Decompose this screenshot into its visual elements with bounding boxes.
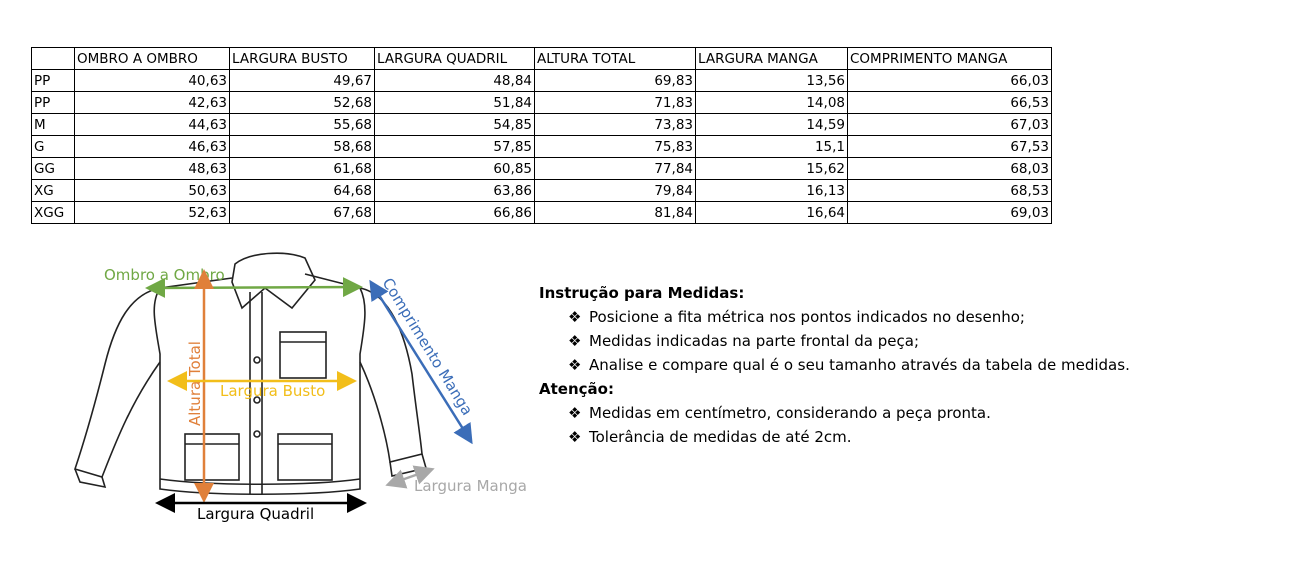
value-cell: 15,1 (696, 136, 848, 158)
header-largura-quadril: LARGURA QUADRIL (375, 48, 535, 70)
jacket-lower-right-pocket (278, 434, 332, 480)
size-cell: G (32, 136, 75, 158)
value-cell: 55,68 (230, 114, 375, 136)
jacket-lower-left-pocket (185, 434, 239, 480)
jacket-left-cuff (75, 469, 105, 487)
value-cell: 63,86 (375, 180, 535, 202)
list-item-text: Tolerância de medidas de até 2cm. (589, 428, 852, 446)
size-cell: PP (32, 92, 75, 114)
value-cell: 69,83 (535, 70, 696, 92)
value-cell: 61,68 (230, 158, 375, 180)
value-cell: 52,68 (230, 92, 375, 114)
largura-quadril-label: Largura Quadril (197, 505, 315, 523)
value-cell: 68,53 (848, 180, 1052, 202)
altura-total-label: Altura Total (186, 341, 204, 426)
value-cell: 52,63 (75, 202, 230, 224)
list-item-text: Posicione a fita métrica nos pontos indicados no desenho; (589, 308, 1025, 326)
value-cell: 58,68 (230, 136, 375, 158)
size-cell: M (32, 114, 75, 136)
diamond-bullet-icon: ❖ (568, 308, 582, 326)
jacket-measurement-diagram (60, 244, 540, 524)
value-cell: 60,85 (375, 158, 535, 180)
value-cell: 13,56 (696, 70, 848, 92)
size-cell: XG (32, 180, 75, 202)
table-row (32, 158, 1052, 180)
value-cell: 81,84 (535, 202, 696, 224)
list-item-text: Medidas em centímetro, considerando a peça pronta. (589, 404, 991, 422)
value-cell: 69,03 (848, 202, 1052, 224)
value-cell: 48,84 (375, 70, 535, 92)
value-cell: 15,62 (696, 158, 848, 180)
jacket-collar (232, 253, 315, 308)
size-cell: GG (32, 158, 75, 180)
size-cell: PP (32, 70, 75, 92)
value-cell: 66,86 (375, 202, 535, 224)
diamond-bullet-icon: ❖ (568, 332, 582, 350)
value-cell: 16,64 (696, 202, 848, 224)
value-cell: 64,68 (230, 180, 375, 202)
measurement-instructions (539, 281, 1130, 449)
ombro-a-ombro-label: Ombro a Ombro (104, 266, 225, 284)
attention-list (539, 401, 1130, 449)
value-cell: 67,03 (848, 114, 1052, 136)
largura-busto-label: Largura Busto (220, 382, 326, 400)
value-cell: 42,63 (75, 92, 230, 114)
diamond-bullet-icon: ❖ (568, 428, 582, 446)
header-largura-manga: LARGURA MANGA (696, 48, 848, 70)
list-item-text: Medidas indicadas na parte frontal da peça; (589, 332, 920, 350)
value-cell: 68,03 (848, 158, 1052, 180)
value-cell: 14,59 (696, 114, 848, 136)
jacket-left-sleeve (75, 288, 160, 477)
table-row (32, 136, 1052, 158)
value-cell: 51,84 (375, 92, 535, 114)
instructions-list (539, 305, 1130, 377)
jacket-button (254, 357, 260, 363)
value-cell: 57,85 (375, 136, 535, 158)
value-cell: 66,53 (848, 92, 1052, 114)
size-table (31, 47, 1052, 224)
value-cell: 46,63 (75, 136, 230, 158)
comprimento-manga-arrow (372, 284, 470, 440)
jacket-button (254, 431, 260, 437)
value-cell: 75,83 (535, 136, 696, 158)
header-altura-total: ALTURA TOTAL (535, 48, 696, 70)
value-cell: 14,08 (696, 92, 848, 114)
table-row (32, 202, 1052, 224)
table-header-row (32, 48, 1052, 70)
largura-manga-label: Largura Manga (414, 477, 527, 495)
size-cell: XGG (32, 202, 75, 224)
value-cell: 67,68 (230, 202, 375, 224)
list-item (568, 401, 1130, 425)
value-cell: 50,63 (75, 180, 230, 202)
list-item (568, 425, 1130, 449)
jacket-outline (75, 253, 426, 494)
value-cell: 79,84 (535, 180, 696, 202)
value-cell: 48,63 (75, 158, 230, 180)
comprimento-manga-label: Comprimento Manga (378, 274, 477, 419)
instructions-title: Instrução para Medidas: (539, 284, 745, 302)
value-cell: 77,84 (535, 158, 696, 180)
table-row (32, 70, 1052, 92)
ombro-a-ombro-arrow (150, 287, 358, 288)
header-largura-busto: LARGURA BUSTO (230, 48, 375, 70)
value-cell: 40,63 (75, 70, 230, 92)
value-cell: 49,67 (230, 70, 375, 92)
table-row (32, 92, 1052, 114)
list-item (568, 305, 1130, 329)
list-item (568, 329, 1130, 353)
table-row (32, 180, 1052, 202)
value-cell: 54,85 (375, 114, 535, 136)
list-item (568, 353, 1130, 377)
attention-title: Atenção: (539, 380, 614, 398)
value-cell: 73,83 (535, 114, 696, 136)
value-cell: 67,53 (848, 136, 1052, 158)
jacket-chest-pocket (280, 332, 326, 378)
header-comprimento-manga: COMPRIMENTO MANGA (848, 48, 1052, 70)
table-row (32, 114, 1052, 136)
diamond-bullet-icon: ❖ (568, 404, 582, 422)
diamond-bullet-icon: ❖ (568, 356, 582, 374)
list-item-text: Analise e compare qual é o seu tamanho através da tabela de medidas. (589, 356, 1130, 374)
header-ombro-a-ombro: OMBRO A OMBRO (75, 48, 230, 70)
value-cell: 44,63 (75, 114, 230, 136)
value-cell: 71,83 (535, 92, 696, 114)
header-cell-size (32, 48, 75, 70)
value-cell: 16,13 (696, 180, 848, 202)
value-cell: 66,03 (848, 70, 1052, 92)
